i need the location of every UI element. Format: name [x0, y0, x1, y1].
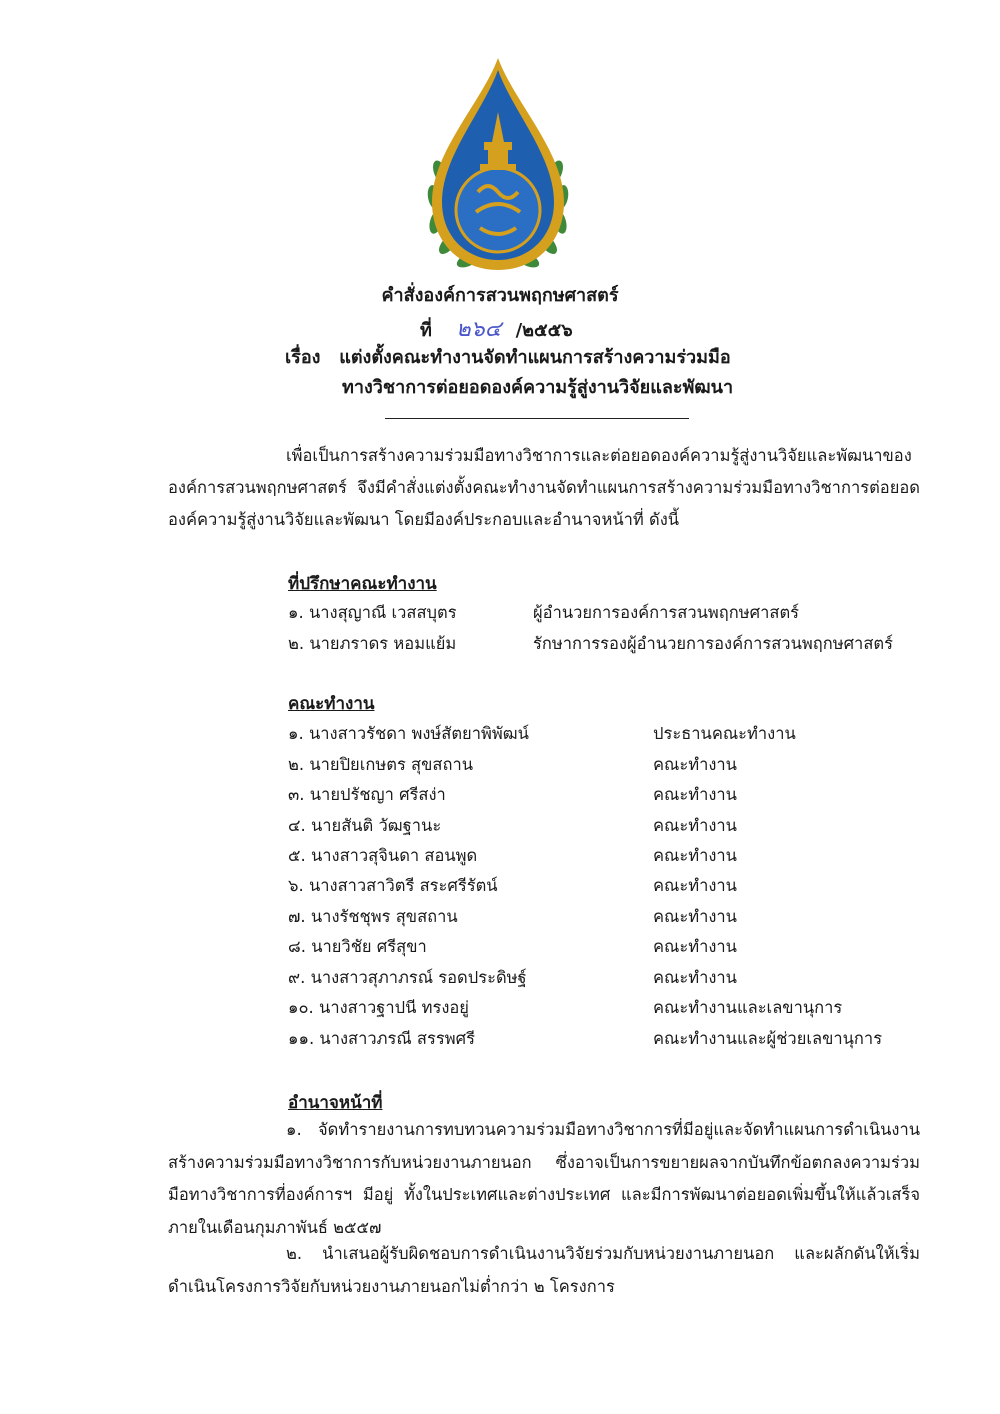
advisor-name: ๒. นายภราดร หอมแย้ม	[288, 634, 457, 653]
member-name: ๑๐. นางสาวฐาปนี ทรงอยู่	[288, 998, 469, 1017]
advisor-name: ๑. นางสุญาณี เวสสบุตร	[288, 603, 457, 622]
intro-text: เพื่อเป็นการสร้างความร่วมมือทางวิชาการและต่อยอดองค์ความรู้สู่งานวิจัยและพัฒนาขององค์การสวนพฤกษศาสตร์ จึงมีคำสั่งแต่งตั้งคณะทำงานจัดทำแผนการสร้างความร่วมมือทางวิชาการต่อยอดองค์ความรู้สู่งานวิจัยและพัฒนา โดยมีองค์ประกอบและอำนาจหน้าที่ ดังนี้	[168, 446, 920, 529]
intro-paragraph	[168, 440, 920, 536]
member-role: คณะทำงาน	[653, 968, 737, 987]
member-name: ๕. นางสาวสุจินดา สอนพูด	[288, 846, 478, 865]
member-role: ประธานคณะทำงาน	[653, 724, 796, 743]
duty-text: ๑. จัดทำรายงานการทบทวนความร่วมมือทางวิชาการที่มีอยู่และจัดทำแผนการดำเนินงานสร้างความร่วมมือทางวิชาการกับหน่วยงานภายนอก ซึ่งอาจเป็นการขยายผลจากบันทึกข้อตกลงความร่วมมือทางวิชาการที่องค์การฯ มีอยู่ ทั้งในประเทศและต่างประเทศ และมีการพัฒนาต่อยอดเพิ่มขึ้นให้แล้วเสร็จภายในเดือนกุมภาพันธ์ ๒๕๕๗	[168, 1120, 920, 1237]
member-name: ๔. นายสันติ วัฒฐานะ	[288, 816, 442, 835]
member-name: ๒. นายปิยเกษตร สุขสถาน	[288, 755, 474, 774]
organization-emblem-icon	[418, 52, 578, 282]
member-role: คณะทำงาน	[653, 876, 737, 895]
advisors-heading: ที่ปรึกษาคณะทำงาน	[288, 574, 437, 594]
team-heading: คณะทำงาน	[288, 694, 375, 714]
order-number-line	[420, 311, 573, 346]
duty-text: ๒. นำเสนอผู้รับผิดชอบการดำเนินงานวิจัยร่วมกับหน่วยงานภายนอก และผลักดันให้เริ่มดำเนินโครงการวิจัยกับหน่วยงานภายนอกไม่ต่ำกว่า ๒ โครงการ	[168, 1244, 920, 1296]
subject-text-1: แต่งตั้งคณะทำงานจัดทำแผนการสร้างความร่วมมือ	[339, 347, 731, 368]
member-name: ๑๑. นางสาวภรณี สรรพศรี	[288, 1029, 475, 1048]
member-role: คณะทำงาน	[653, 755, 737, 774]
member-name: ๑. นางสาวรัชดา พงษ์สัตยาพิพัฒน์	[288, 724, 529, 743]
advisor-role: ผู้อำนวยการองค์การสวนพฤกษศาสตร์	[533, 603, 800, 622]
member-name: ๙. นางสาวสุภาภรณ์ รอดประดิษฐ์	[288, 968, 527, 987]
member-name: ๗. นางรัชชุพร สุขสถาน	[288, 907, 458, 926]
order-year: /๒๕๕๖	[515, 320, 573, 341]
member-role: คณะทำงาน	[653, 937, 737, 956]
member-name: ๓. นายปรัชญา ศรีสง่า	[288, 785, 446, 804]
member-name: ๘. นายวิชัย ศรีสุขา	[288, 937, 427, 956]
duties-heading: อำนาจหน้าที่	[288, 1093, 383, 1113]
member-role: คณะทำงาน	[653, 846, 737, 865]
member-name: ๖. นางสาวสาวิตรี สระศรีรัตน์	[288, 876, 498, 895]
document-title: คำสั่งองค์การสวนพฤกษศาสตร์	[381, 285, 619, 306]
subject-line-2: ทางวิชาการต่อยอดองค์ความรู้สู่งานวิจัยและพัฒนา	[342, 377, 734, 398]
divider	[385, 418, 689, 419]
subject-line-1	[285, 342, 731, 371]
advisor-role: รักษาการรองผู้อำนวยการองค์การสวนพฤกษศาสตร์	[533, 634, 893, 653]
order-number-handwritten: ๒๖๔	[456, 317, 502, 342]
member-role: คณะทำงาน	[653, 907, 737, 926]
inner-seal	[456, 168, 540, 252]
subject-label: เรื่อง	[285, 347, 321, 368]
member-role: คณะทำงาน	[653, 785, 737, 804]
member-role: คณะทำงาน	[653, 816, 737, 835]
duty-item	[168, 1238, 920, 1303]
duty-item	[168, 1114, 920, 1244]
member-role: คณะทำงานและผู้ช่วยเลขานุการ	[653, 1029, 883, 1048]
member-role: คณะทำงานและเลขานุการ	[653, 998, 843, 1017]
order-label: ที่	[420, 320, 432, 341]
